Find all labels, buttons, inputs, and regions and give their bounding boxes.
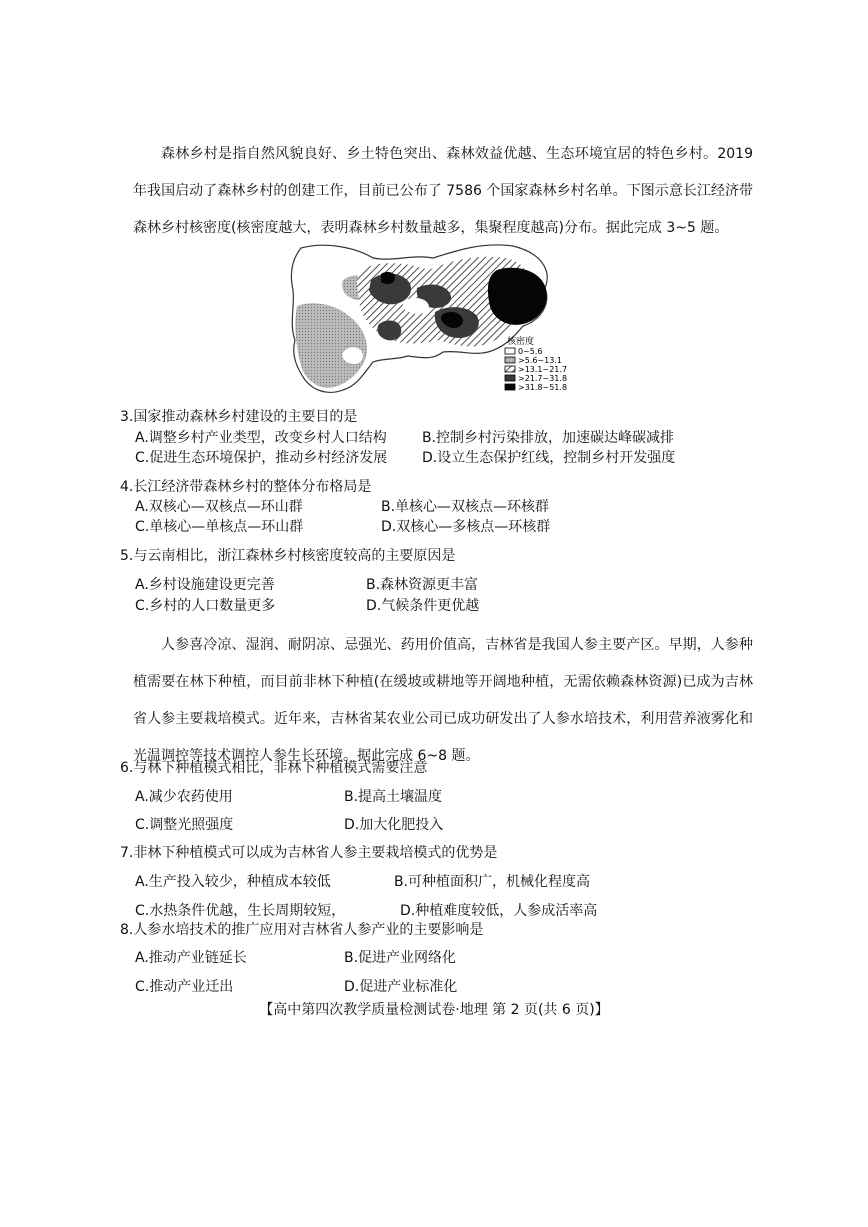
question-8-option-c[interactable]: C.推动产业迁出 bbox=[135, 979, 234, 995]
question-3-option-c[interactable]: C.促进生态环境保护，推动乡村经济发展 bbox=[135, 450, 388, 466]
yangtze-economic-belt-map bbox=[283, 240, 583, 402]
question-6-stem: 6.与林下种植模式相比，非林下种植模式需要注意 bbox=[120, 760, 428, 776]
legend-item-3: >13.1~21.7 bbox=[518, 365, 568, 374]
question-7-option-c[interactable]: C.水热条件优越，生长周期较短， bbox=[135, 903, 346, 919]
question-3-option-a[interactable]: A.调整乡村产业类型，改变乡村人口结构 bbox=[135, 430, 387, 446]
question-6-option-a[interactable]: A.减少农药使用 bbox=[135, 789, 233, 805]
question-6-option-b[interactable]: B.提高土壤温度 bbox=[344, 789, 443, 805]
question-8-option-d[interactable]: D.促进产业标准化 bbox=[344, 979, 458, 995]
question-4-option-b[interactable]: B.单核心—双核点—环核群 bbox=[381, 499, 550, 515]
legend-title: 核密度 bbox=[507, 337, 535, 347]
question-5-option-b[interactable]: B.森林资源更丰富 bbox=[366, 577, 479, 593]
question-3-option-d[interactable]: D.设立生态保护红线，控制乡村开发强度 bbox=[422, 450, 676, 466]
question-7-option-d[interactable]: D.种植难度较低，人参成活率高 bbox=[400, 903, 598, 919]
question-8-option-b[interactable]: B.促进产业网络化 bbox=[344, 950, 457, 966]
question-6-option-d[interactable]: D.加大化肥投入 bbox=[344, 817, 444, 833]
passage-forest-villages: 森林乡村是指自然风貌良好、乡土特色突出、森林效益优越、生态环境宜居的特色乡村。2019年我国启动了森林乡村的创建工作，目前已公布了 7586 个国家森林乡村名单。下图示意长江经济带森林乡村核密度(核密度越大，表明森林乡村数量越多，集聚程度越高)分布。据此完成 3~5 题。 bbox=[133, 146, 753, 236]
legend-item-5: >31.8~51.8 bbox=[518, 383, 568, 392]
kernel-density-map bbox=[283, 240, 583, 402]
legend-item-1: 0~5.6 bbox=[518, 347, 543, 356]
question-7-option-b[interactable]: B.可种植面积广，机械化程度高 bbox=[394, 874, 591, 890]
question-5-option-a[interactable]: A.乡村设施建设更完善 bbox=[135, 577, 275, 593]
question-3-stem: 3.国家推动森林乡村建设的主要目的是 bbox=[120, 409, 358, 425]
question-8-stem: 8.人参水培技术的推广应用对吉林省人参产业的主要影响是 bbox=[120, 922, 484, 938]
question-5-stem: 5.与云南相比，浙江森林乡村核密度较高的主要原因是 bbox=[120, 548, 456, 564]
passage-ginseng: 人参喜冷凉、湿润、耐阴凉、忌强光、药用价值高，吉林省是我国人参主要产区。早期，人参种植需要在林下种植，而目前非林下种植(在缓坡或耕地等开阔地种植，无需依赖森林资源)已成为吉林省人参主要栽培模式。近年来，吉林省某农业公司已成功研发出了人参水培技术，利用营养液雾化和光温调控等技术调控人参生长环境。据此完成 6~8 题。 bbox=[133, 637, 753, 764]
question-4-option-a[interactable]: A.双核心—双核点—环山群 bbox=[135, 499, 303, 515]
question-4-option-d[interactable]: D.双核心—多核点—环核群 bbox=[381, 519, 551, 535]
legend-item-2: >5.6~13.1 bbox=[518, 356, 562, 365]
question-5-option-c[interactable]: C.乡村的人口数量更多 bbox=[135, 598, 276, 614]
question-4-stem: 4.长江经济带森林乡村的整体分布格局是 bbox=[120, 479, 372, 495]
page-footer: 【高中第四次教学质量检测试卷·地理 第 2 页(共 6 页)】 bbox=[259, 1002, 609, 1018]
question-7-stem: 7.非林下种植模式可以成为吉林省人参主要栽培模式的优势是 bbox=[120, 845, 498, 861]
question-7-option-a[interactable]: A.生产投入较少，种植成本较低 bbox=[135, 874, 331, 890]
question-8-option-a[interactable]: A.推动产业链延长 bbox=[135, 950, 247, 966]
question-6-option-c[interactable]: C.调整光照强度 bbox=[135, 817, 234, 833]
legend-item-4: >21.7~31.8 bbox=[518, 374, 568, 383]
question-4-option-c[interactable]: C.单核心—单核点—环山群 bbox=[135, 519, 304, 535]
question-3-option-b[interactable]: B.控制乡村污染排放，加速碳达峰碳减排 bbox=[422, 430, 675, 446]
map-legend bbox=[505, 335, 567, 392]
question-5-option-d[interactable]: D.气候条件更优越 bbox=[366, 598, 480, 614]
